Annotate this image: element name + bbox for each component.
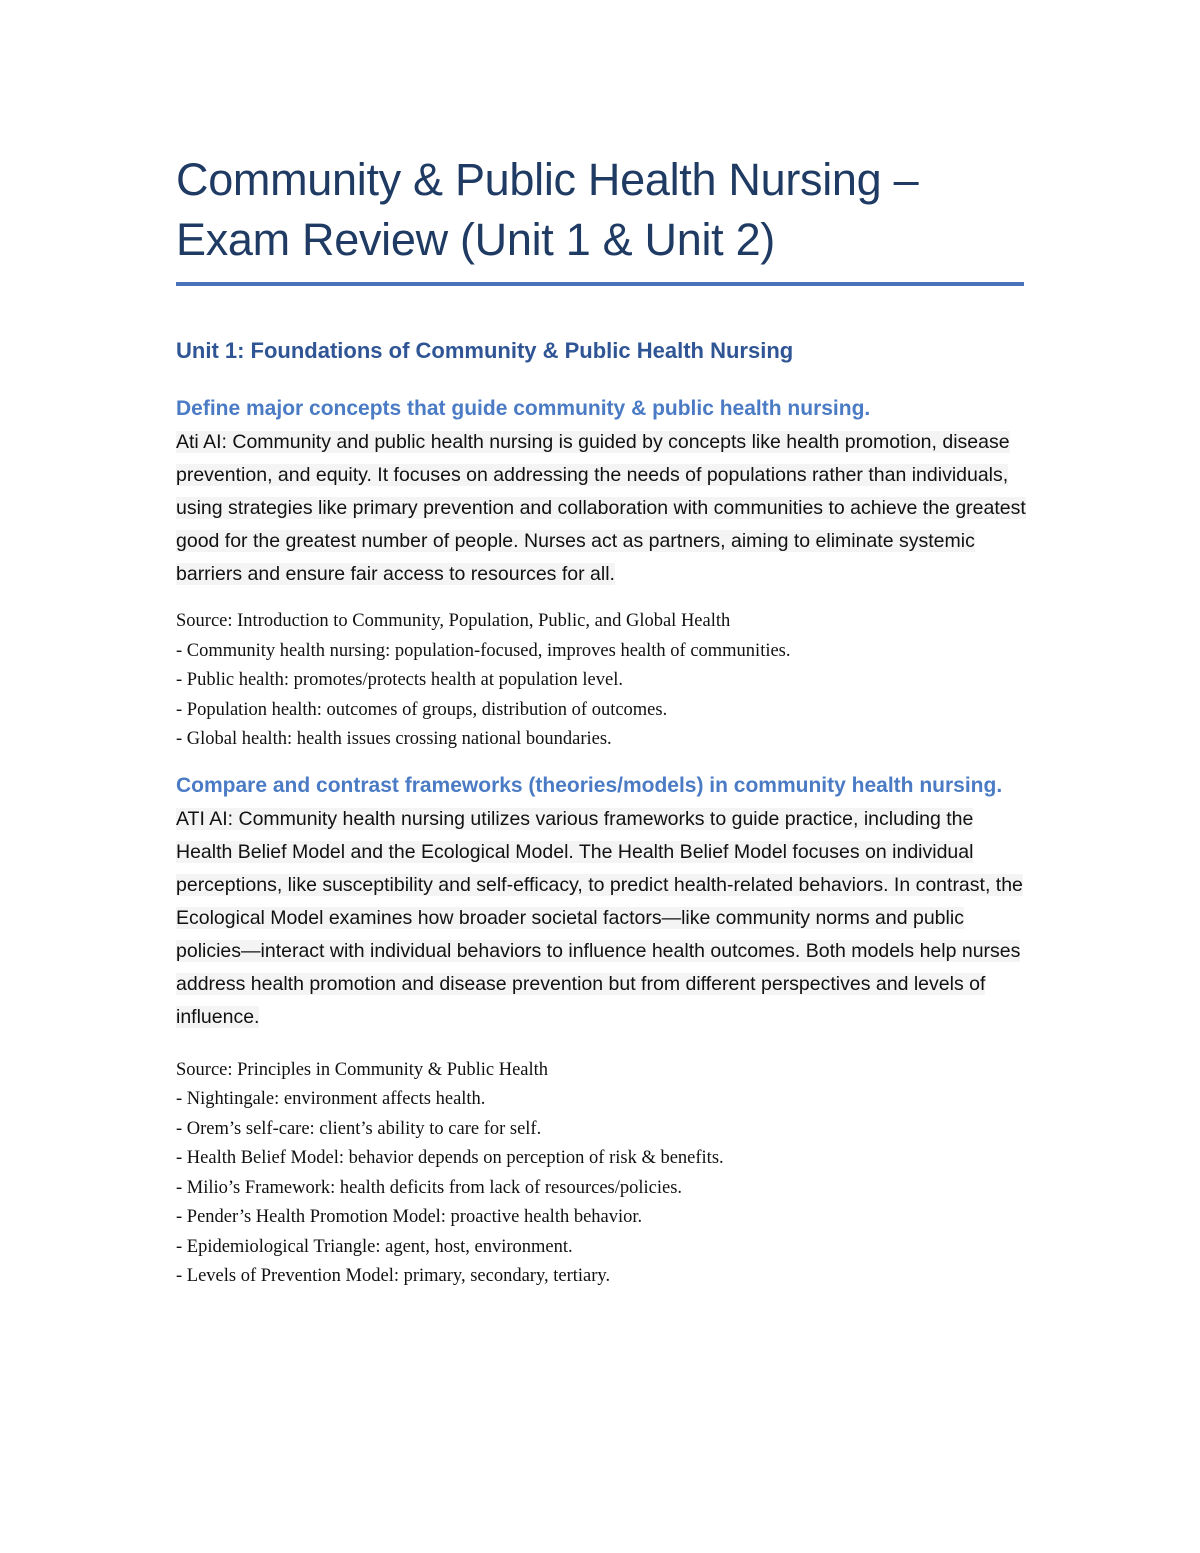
section1-source-block xyxy=(176,607,1026,755)
document-title-line2: Exam Review (Unit 1 & Unit 2) xyxy=(176,214,775,265)
section1-point: - Public health: promotes/protects health at population level. xyxy=(176,670,623,690)
section1-point: - Global health: health issues crossing national boundaries. xyxy=(176,729,612,749)
section2-point: - Health Belief Model: behavior depends on perception of risk & benefits. xyxy=(176,1148,724,1168)
section2-point: - Orem’s self-care: client’s ability to care for self. xyxy=(176,1118,542,1139)
document-title-line1: Community & Public Health Nursing – xyxy=(176,154,919,205)
section2-point: - Epidemiological Triangle: agent, host, environment. xyxy=(176,1236,573,1257)
section2-point: - Pender’s Health Promotion Model: proactive health behavior. xyxy=(176,1207,643,1227)
section2-heading: Compare and contrast frameworks (theories/models) in community health nursing. xyxy=(176,773,1003,797)
document-page xyxy=(176,150,1026,1292)
section2-point: - Nightingale: environment affects health. xyxy=(176,1089,486,1109)
section1-ai-answer-text: Ati AI: Community and public health nursing is guided by concepts like health promotion, disease prevention, and equity. It focuses on addressing the needs of populations rather than individuals, using strategies like primary prevention and collaboration with communities to achieve the greatest good for the greatest number of people. Nurses act as partners, aiming to eliminate systemic barriers and ensure fair access to resources for all. xyxy=(176,431,1026,585)
section1-source-title: Source: Introduction to Community, Population, Public, and Global Health xyxy=(176,611,731,631)
section1-point: - Community health nursing: population-focused, improves health of communities. xyxy=(176,640,791,661)
title-underline-rule xyxy=(176,282,1024,286)
section1-ai-answer xyxy=(176,426,1026,591)
section1-heading: Define major concepts that guide community & public health nursing. xyxy=(176,397,871,420)
section2-source-title: Source: Principles in Community & Public Health xyxy=(176,1059,549,1080)
section2-point: - Milio’s Framework: health deficits from lack of resources/policies. xyxy=(176,1177,683,1198)
section2-ai-answer xyxy=(176,803,1026,1034)
section2-ai-answer-text: ATI AI: Community health nursing utilizes various frameworks to guide practice, including the Health Belief Model and the Ecological Model. The Health Belief Model focuses on individual perceptions, like susceptibility and self-efficacy, to predict health-related behaviors. In contrast, the Ecological Model examines how broader societal factors—like community norms and public policies—interact with individual behaviors to influence health outcomes. Both models help nurses address health promotion and disease prevention but from different perspectives and levels of influence. xyxy=(176,807,1023,1028)
section2-point: - Levels of Prevention Model: primary, secondary, tertiary. xyxy=(176,1266,611,1286)
unit1-heading: Unit 1: Foundations of Community & Public Health Nursing xyxy=(176,338,794,363)
section1-point: - Population health: outcomes of groups, distribution of outcomes. xyxy=(176,699,668,720)
section2-source-block xyxy=(176,1056,1026,1292)
document-title xyxy=(176,150,1026,270)
